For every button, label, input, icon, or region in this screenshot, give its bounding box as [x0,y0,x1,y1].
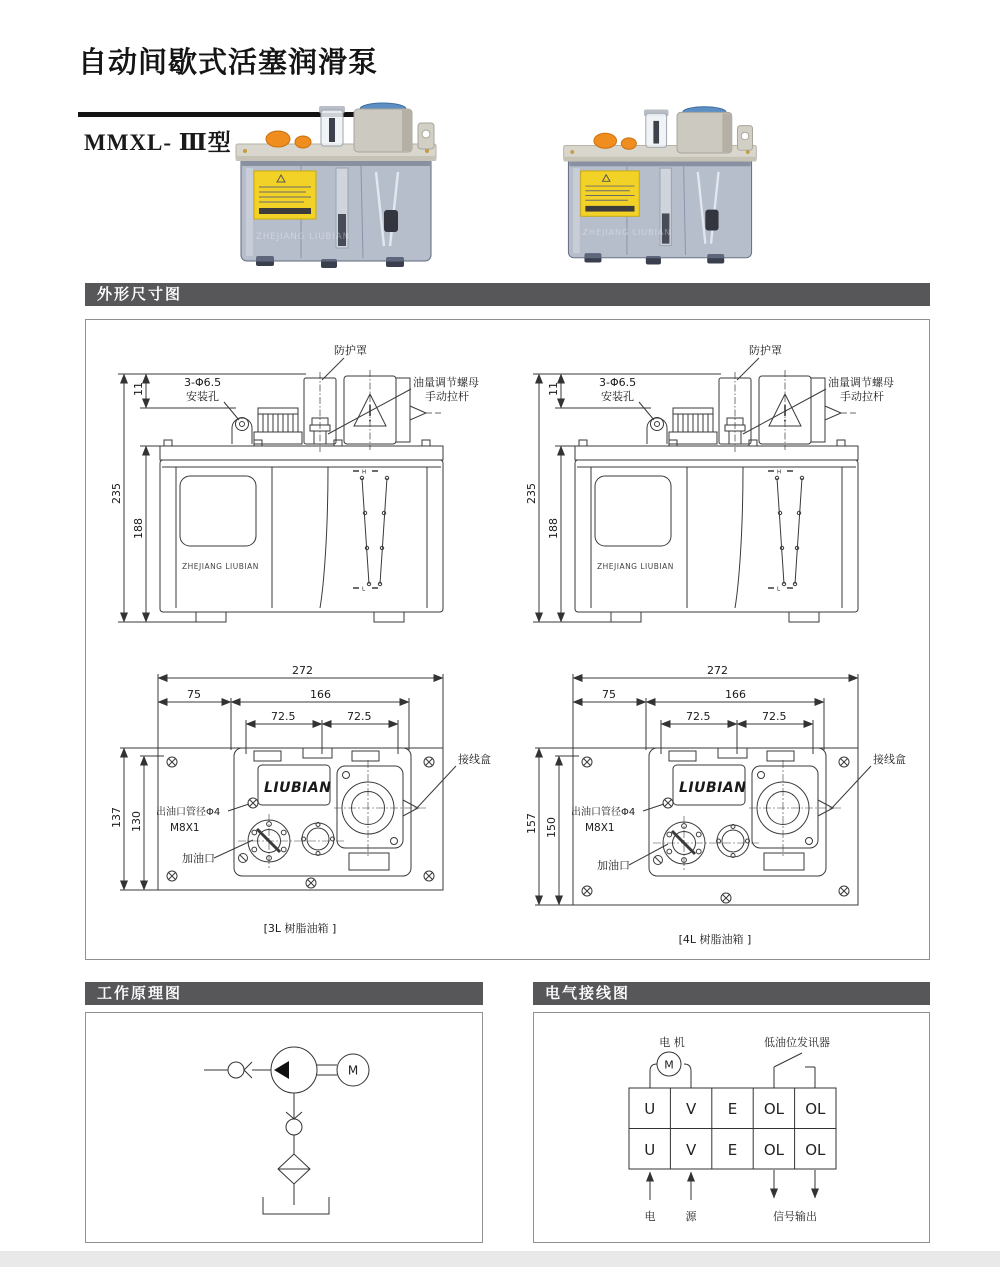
corner-screws [582,757,849,903]
tank-brand: ZHEJIANG LIUBIAN [182,562,259,571]
dim-top-offset: 11 [547,382,560,396]
terminal-r2-u: U [644,1141,656,1159]
label-junction-box: 接线盒 [873,753,906,766]
product-photo-4l [550,102,770,272]
dim-tank-height: 188 [547,518,560,539]
principle-diagram [86,1013,482,1242]
front-view-3l [106,332,498,657]
level-switch-icon [774,1053,815,1088]
label-mount-holes: 安装孔 [186,390,219,403]
label-outlet-thread: M8X1 [170,822,200,834]
front-view-4l [521,332,913,657]
terminal-r1-u: U [644,1100,656,1118]
corner-screws [167,757,434,888]
product-photo-3l [226,96,446,276]
terminal-r1-v: V [685,1100,697,1118]
terminal-r2-ol2: OL [805,1141,826,1159]
dim-left-width: 75 [602,688,616,701]
label-mount-holes: 安装孔 [601,390,634,403]
label-manual-rod: 手动拉杆 [840,390,884,403]
label-filler-port: 加油口 [597,859,630,872]
tank-window [180,476,256,546]
dim-top-offset: 11 [132,382,145,396]
pump-illustration [236,103,436,268]
label-oil-adjust-nut: 油量调节螺母 [828,376,894,389]
low-level-caption: 低油位发讯器 [764,1036,830,1049]
model-number: MMXL- Ⅲ型 [84,130,232,155]
pump-illustration [564,107,757,265]
dim-pitch-left: 72.5 [686,710,711,723]
dim-pitch-left: 72.5 [271,710,296,723]
level-low: L [362,586,366,593]
dim-depth: 157 [525,813,538,834]
level-low: L [777,586,781,593]
terminal-r2-ol1: OL [763,1141,784,1159]
motor-letter: M [347,1063,359,1078]
dim-center-width: 166 [310,688,331,701]
label-protective-cover: 防护罩 [334,344,367,357]
tank-brand: ZHEJIANG LIUBIAN [597,562,674,571]
power-caption-u: 电 [644,1210,656,1223]
tank-symbol [263,1197,329,1214]
label-oil-adjust-nut: 油量调节螺母 [413,376,479,389]
label-manual-rod: 手动拉杆 [425,390,469,403]
level-high: H [777,469,782,476]
brand-logo: LIUBIAN [679,780,747,796]
photo-watermark: ZHEJIANG LIUBIAN [256,232,351,242]
photo-watermark: ZHEJIANG LIUBIAN [582,228,672,238]
power-caption-v: 源 [685,1210,697,1223]
dim-pitch-right: 72.5 [762,710,787,723]
dim-depth: 137 [110,807,123,828]
dim-total-width: 272 [707,664,728,677]
label-protective-cover: 防护罩 [749,344,782,357]
section-header-dimensions: 外形尺寸图 [85,283,930,306]
label-outlet-thread: M8X1 [585,822,615,834]
filter-icon [278,1154,310,1184]
dim-total-height: 235 [525,483,538,504]
motor-letter: M [664,1058,674,1072]
motor-caption: 电 机 [659,1036,685,1049]
wiring-diagram [534,1013,929,1242]
signal-caption: 信号输出 [773,1210,817,1223]
flow-triangle-icon [274,1061,289,1079]
section-header-principle: 工作原理图 [85,982,483,1005]
dim-center-width: 166 [725,688,746,701]
label-mount-holes-spec: 3-Φ6.5 [184,376,222,389]
section-header-wiring: 电气接线图 [533,982,930,1005]
dim-pitch-right: 72.5 [347,710,372,723]
brand-logo: LIUBIAN [264,780,332,796]
dim-total-height: 235 [110,483,123,504]
dim-inner-depth: 130 [130,811,143,832]
warning-label-icon [581,171,640,216]
tank-window [595,476,671,546]
caption: [3L 树脂油箱 ] [263,922,337,935]
label-outlet-spec: 出油口管径Φ4 [156,807,221,818]
check-valve-icon [228,1062,252,1078]
dim-tank-height: 188 [132,518,145,539]
orange-cap-icon [266,131,290,147]
caption: [4L 树脂油箱 ] [678,933,752,946]
terminal-r1-ol2: OL [805,1100,826,1118]
terminal-r2-v: V [685,1141,697,1159]
dim-inner-depth: 150 [545,817,558,838]
terminal-r1-ol1: OL [763,1100,784,1118]
top-view-3l [106,662,506,960]
dim-left-width: 75 [187,688,201,701]
warning-label-icon [254,171,316,219]
label-outlet-spec: 出油口管径Φ4 [571,807,636,818]
top-view-4l [521,662,921,960]
footer-strip [0,1251,1000,1267]
terminal-r1-e: E [727,1100,738,1118]
label-filler-port: 加油口 [182,852,215,865]
orange-cap-icon [594,133,617,148]
dim-total-width: 272 [292,664,313,677]
page-title: 自动间歇式活塞润滑泵 [78,45,379,79]
label-mount-holes-spec: 3-Φ6.5 [599,376,637,389]
label-junction-box: 接线盒 [458,753,491,766]
level-high: H [362,469,367,476]
terminal-r2-e: E [727,1141,738,1159]
